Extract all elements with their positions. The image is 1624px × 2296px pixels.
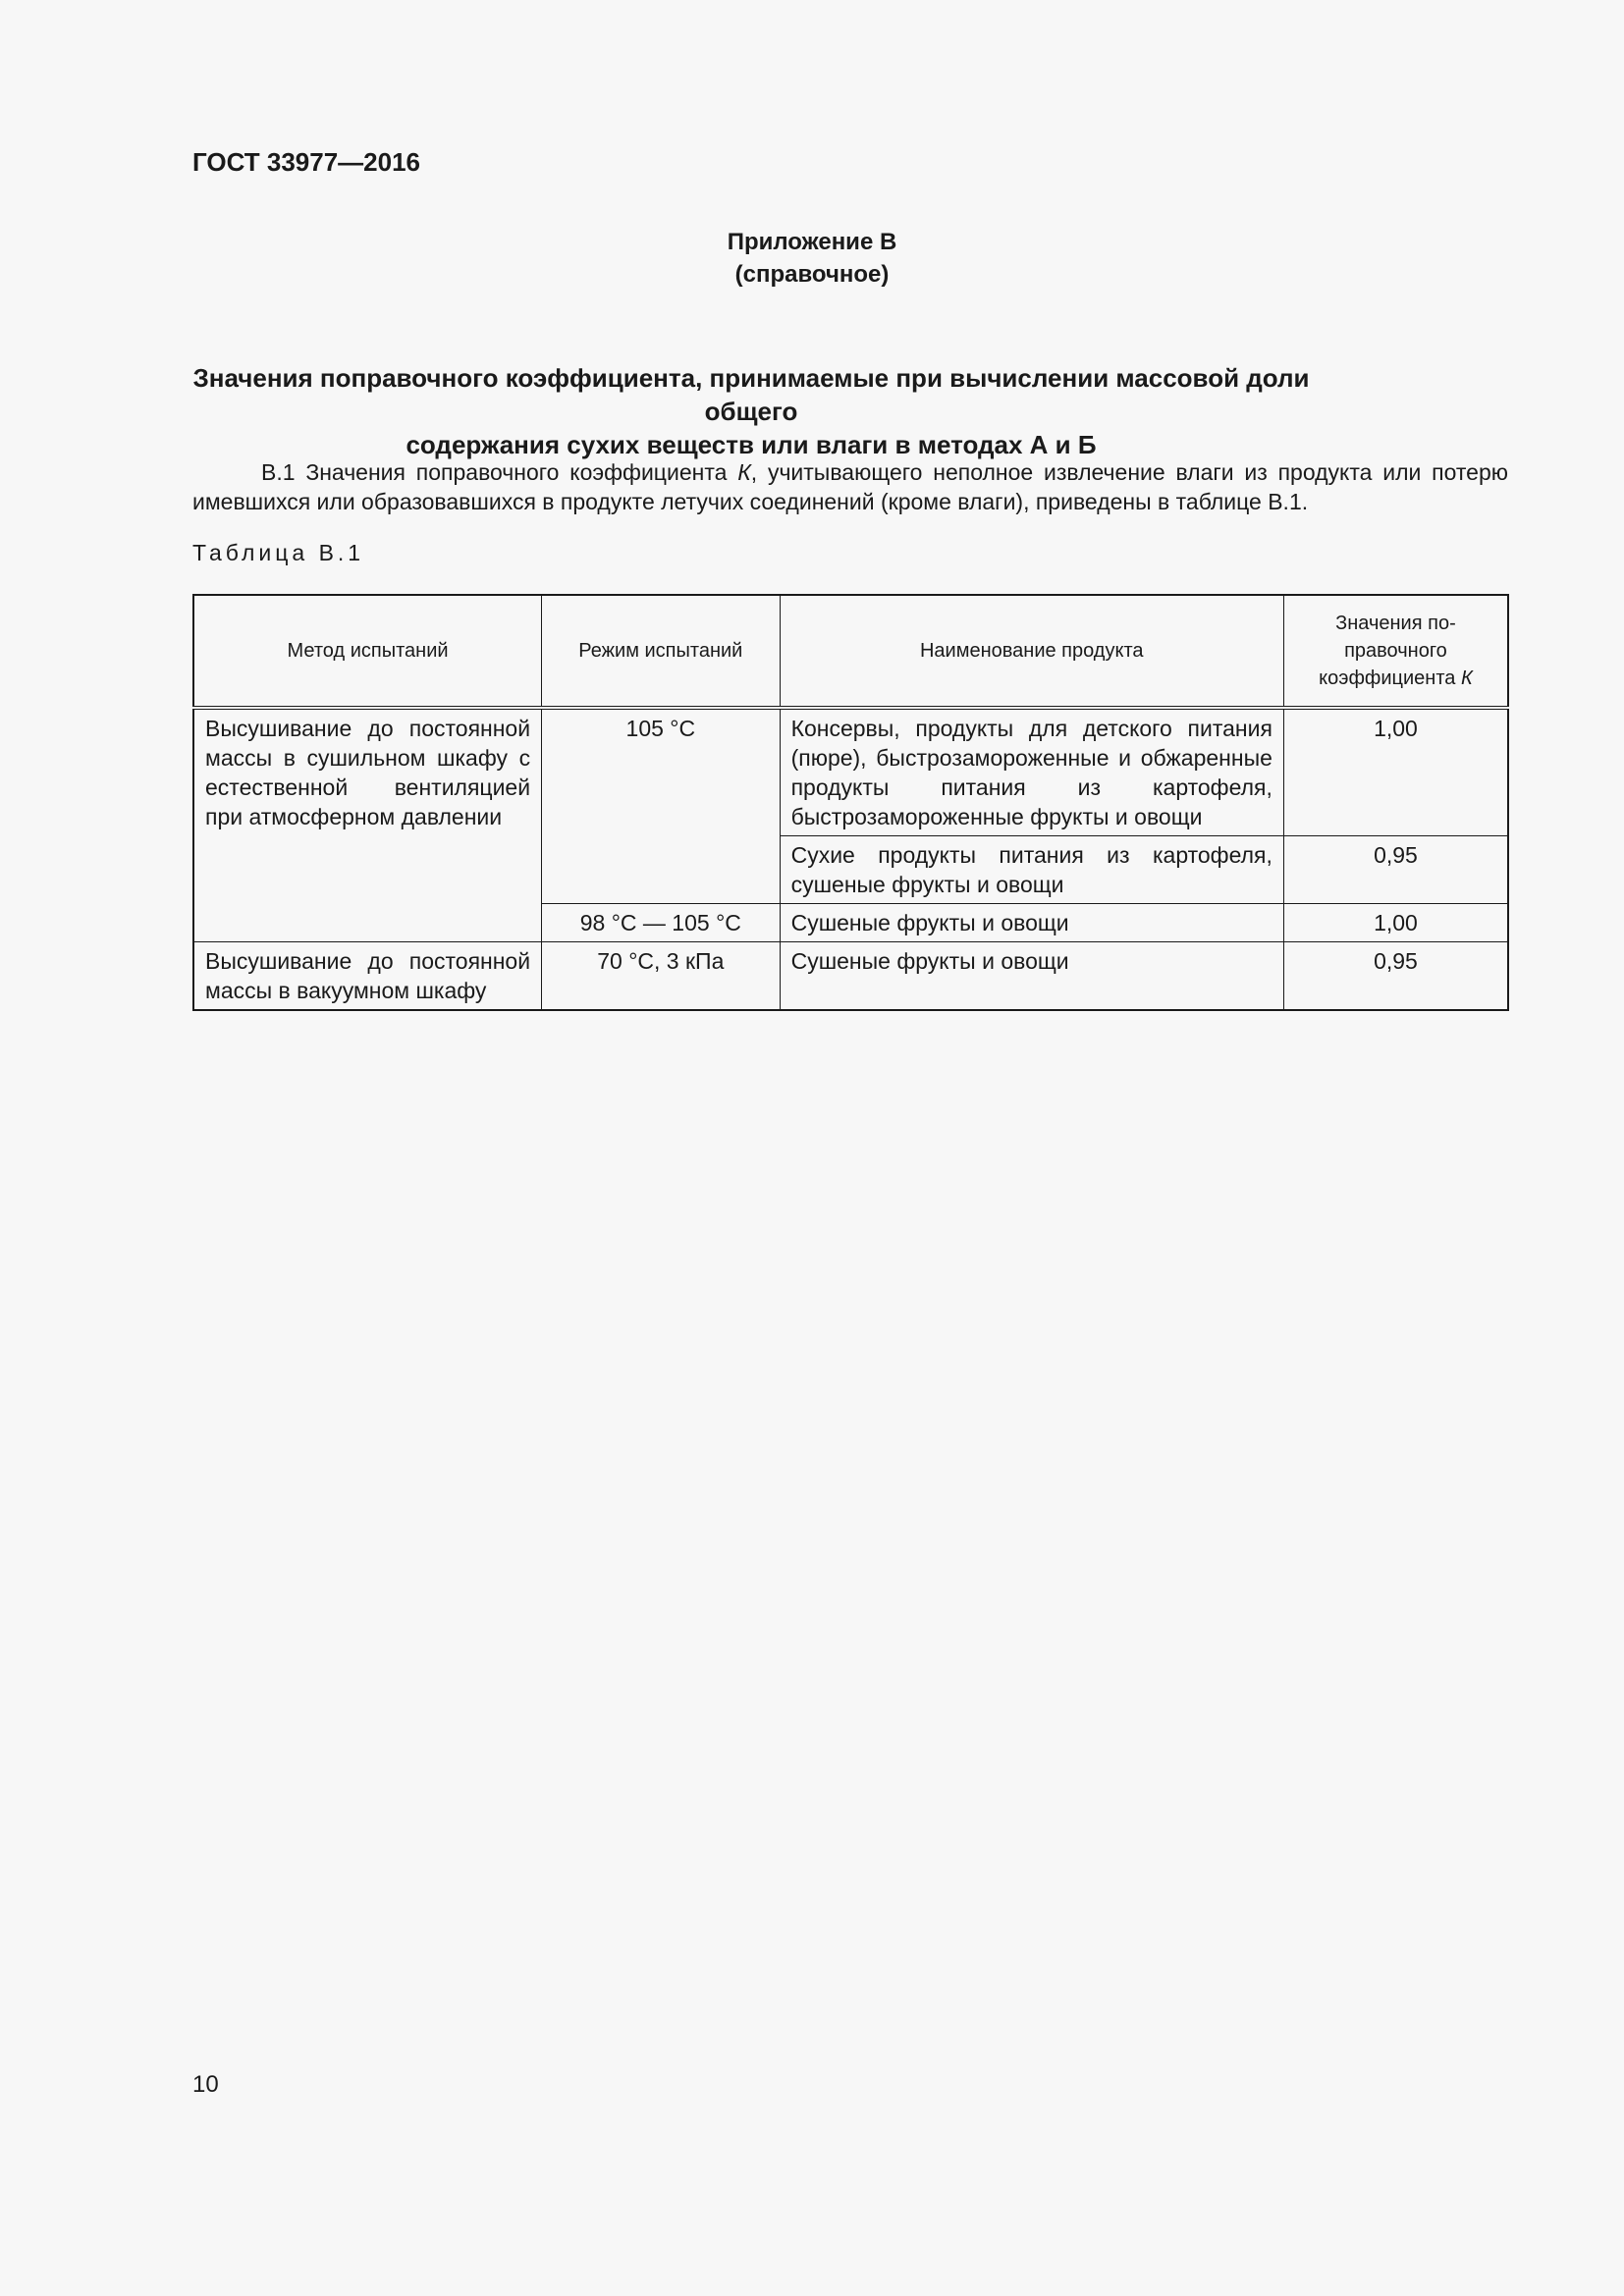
product-text: Сушеные фрукты и овощи — [790, 910, 1069, 935]
table-row — [193, 942, 1508, 1011]
mode-text: 98 °С — 105 °С — [579, 910, 741, 935]
intro-text-start: В.1 Значения поправочного коэффициента — [261, 459, 738, 485]
annex-header — [0, 226, 1624, 291]
method-text: Высушивание до постоянной массы в вакуумном шкафу — [205, 948, 531, 1003]
intro-text-end: , учитывающего неполное извлечение влаги из продукта или потерю имевшихся или образовавшихся в продукте летучих соединений (кроме влаги), приведены в таблице В.1. — [192, 459, 1508, 514]
annex-title: Приложение В — [727, 229, 897, 255]
k-value: 1,00 — [1374, 716, 1418, 741]
intro-symbol: К — [737, 459, 751, 485]
product-cell — [780, 942, 1283, 1011]
k-cell — [1283, 942, 1508, 1011]
product-text: Сушеные фрукты и овощи — [790, 948, 1069, 974]
table-caption: Таблица В.1 — [192, 540, 365, 565]
k-cell — [1283, 836, 1508, 904]
header-k-symbol: К — [1460, 667, 1473, 689]
page-number: 10 — [192, 2071, 219, 2098]
k-value: 1,00 — [1374, 910, 1418, 935]
product-cell — [780, 708, 1283, 836]
document-code: ГОСТ 33977—2016 — [192, 147, 420, 177]
mode-cell — [542, 708, 781, 904]
mode-cell — [542, 904, 781, 942]
product-text: Сухие продукты питания из картофеля, сушеные фрукты и овощи — [790, 842, 1272, 897]
product-text: Консервы, продукты для детского питания (пюре), быстрозамороженные и обжаренные продукты питания из картофеля, быстрозамороженные фрукты и овощи — [790, 716, 1272, 829]
annex-heading — [187, 361, 1316, 461]
k-cell — [1283, 708, 1508, 836]
method-cell — [193, 708, 542, 942]
intro-paragraph — [192, 457, 1508, 516]
mode-cell — [542, 942, 781, 1011]
k-value: 0,95 — [1374, 948, 1418, 974]
header-k — [1283, 595, 1508, 708]
header-mode: Режим испытаний — [542, 595, 781, 708]
mode-text: 105 °С — [625, 716, 696, 741]
header-product: Наименование продукта — [780, 595, 1283, 708]
method-cell — [193, 942, 542, 1011]
table-row — [193, 708, 1508, 836]
header-method: Метод испытаний — [193, 595, 542, 708]
annex-status: (справочное) — [734, 261, 890, 288]
correction-factor-table — [192, 594, 1509, 1011]
header-k-text: Значения по-правочного коэффициента — [1319, 613, 1461, 689]
annex-heading-line1: Значения поправочного коэффициента, принимаемые при вычислении массовой доли общего — [192, 363, 1310, 426]
product-cell — [780, 836, 1283, 904]
table-header-row — [193, 595, 1508, 708]
method-text: Высушивание до постоянной массы в сушильном шкафу с естественной вентиляцией при атмосферном давлении — [205, 716, 531, 829]
mode-text: 70 °С, 3 кПа — [597, 948, 725, 974]
k-cell — [1283, 904, 1508, 942]
annex-heading-line2: содержания сухих веществ или влаги в методах А и Б — [406, 430, 1097, 459]
product-cell — [780, 904, 1283, 942]
k-value: 0,95 — [1374, 842, 1418, 868]
